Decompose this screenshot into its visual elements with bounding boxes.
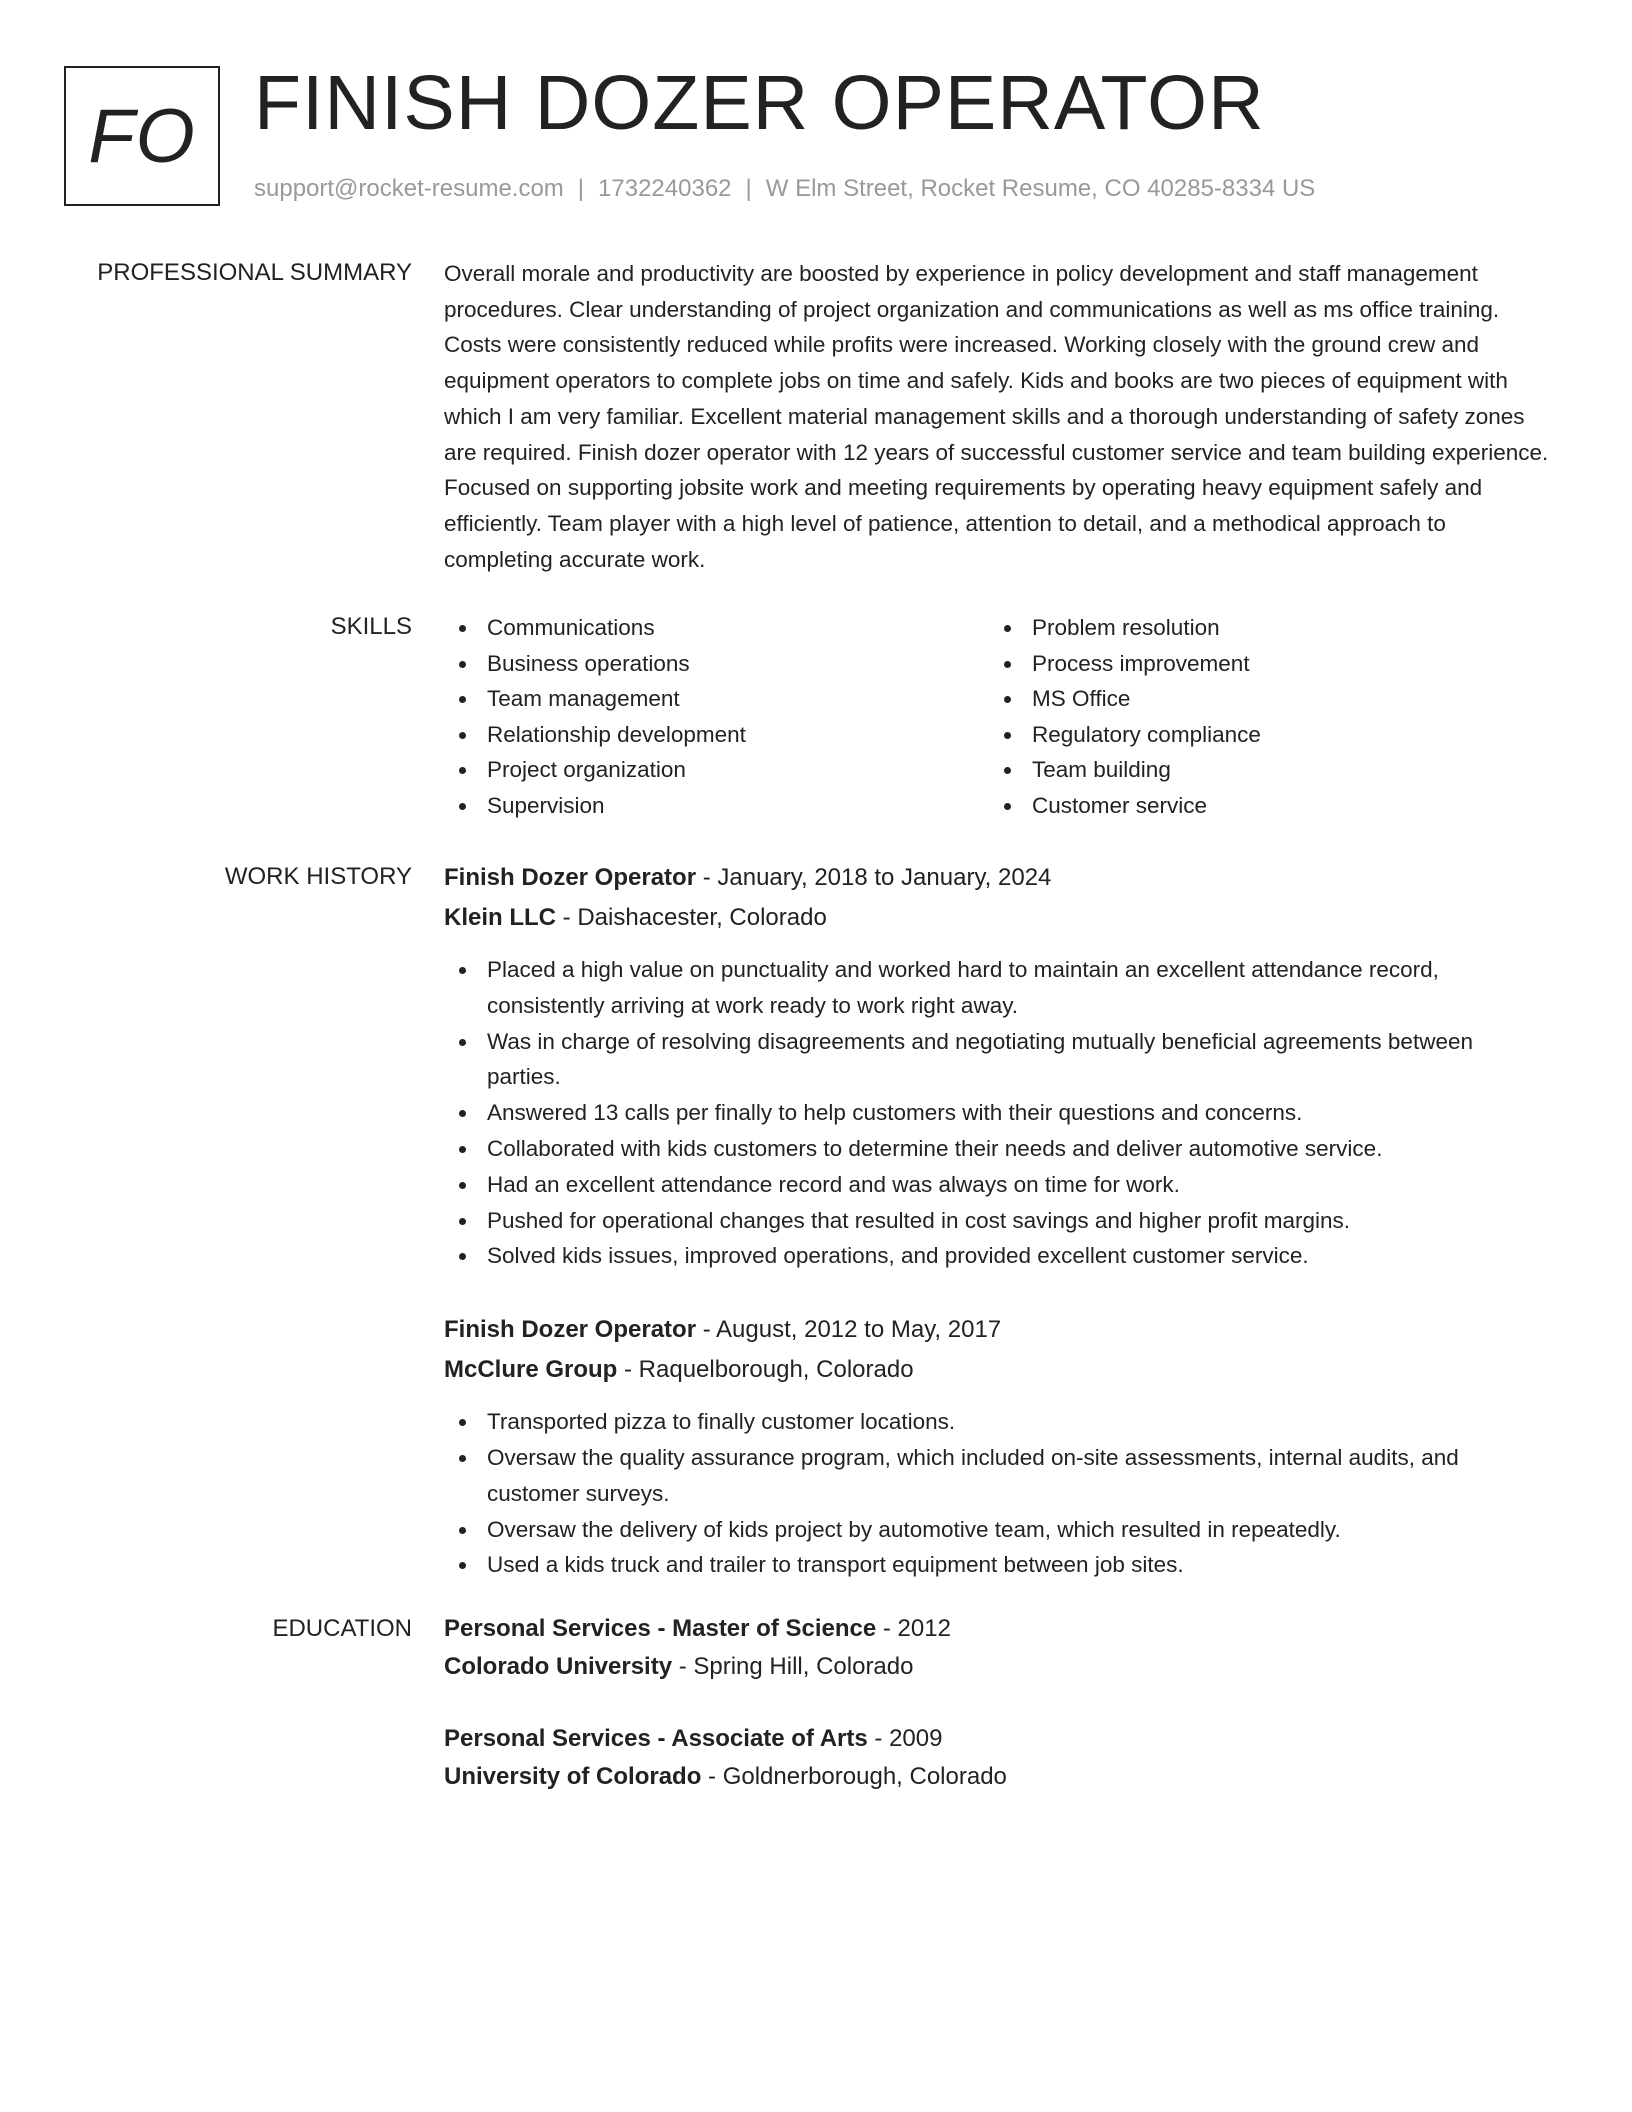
- education-school-line: [444, 1758, 1552, 1796]
- contact-separator: |: [745, 175, 752, 202]
- education-degree: Personal Services - Associate of Arts: [444, 1725, 868, 1752]
- work-history-heading: WORK HISTORY: [224, 863, 412, 890]
- summary-heading: PROFESSIONAL SUMMARY: [97, 259, 412, 286]
- candidate-name: FINISH DOZER OPERATOR: [254, 60, 1265, 146]
- job-bullet: Used a kids truck and trailer to transport equipment between job sites.: [444, 1547, 1552, 1583]
- job-entry: [444, 1310, 1552, 1583]
- contact-line: [254, 172, 1315, 206]
- job-location: - Raquelborough, Colorado: [617, 1356, 914, 1384]
- job-company-line: [444, 1350, 1552, 1390]
- skill-item: Problem resolution: [989, 610, 1529, 646]
- skill-item: Customer service: [989, 788, 1529, 824]
- monogram-box: [64, 66, 220, 206]
- job-title-line: [444, 1310, 1552, 1350]
- skills-heading: SKILLS: [330, 613, 412, 640]
- contact-address: W Elm Street, Rocket Resume, CO 40285-8334 US: [765, 175, 1316, 202]
- job-bullet: Collaborated with kids customers to determine their needs and deliver automotive service.: [444, 1131, 1552, 1167]
- job-company: McClure Group: [444, 1356, 618, 1384]
- skill-item: Supervision: [444, 788, 984, 824]
- job-title: Finish Dozer Operator: [444, 1316, 697, 1344]
- contact-phone: 1732240362: [598, 175, 732, 202]
- education-entry: [444, 1720, 1552, 1796]
- skill-item: Team building: [989, 752, 1529, 788]
- job-dates: - August, 2012 to May, 2017: [696, 1316, 1002, 1344]
- work-history-body: [444, 858, 1552, 1583]
- skills-body: [444, 610, 1552, 830]
- skill-item: Process improvement: [989, 646, 1529, 682]
- contact-separator: |: [577, 175, 585, 202]
- skill-item: Communications: [444, 610, 984, 646]
- job-bullets: [444, 1404, 1552, 1583]
- job-bullet: Pushed for operational changes that resulted in cost savings and higher profit margins.: [444, 1203, 1552, 1239]
- education-entry: [444, 1610, 1552, 1686]
- job-title-line: [444, 858, 1552, 898]
- summary-body: [444, 256, 1552, 577]
- education-year: - 2012: [876, 1615, 951, 1642]
- skills-list-right: [989, 610, 1529, 824]
- job-bullet: Solved kids issues, improved operations, and provided excellent customer service.: [444, 1238, 1552, 1274]
- skill-item: Business operations: [444, 646, 984, 682]
- skill-item: Team management: [444, 681, 984, 717]
- job-bullet: Transported pizza to finally customer locations.: [444, 1404, 1552, 1440]
- job-bullet: Placed a high value on punctuality and worked hard to maintain an excellent attendance record, consistently arriving at work ready to work right away.: [444, 952, 1552, 1024]
- skills-list-left: [444, 610, 984, 824]
- education-degree-line: [444, 1720, 1552, 1758]
- contact-email: support@rocket-resume.com: [254, 175, 564, 202]
- job-company-line: [444, 898, 1552, 938]
- education-degree-line: [444, 1610, 1552, 1648]
- job-bullet: Oversaw the quality assurance program, which included on-site assessments, internal audits, and customer surveys.: [444, 1440, 1552, 1512]
- education-school: Colorado University: [444, 1653, 673, 1680]
- job-location: - Daishacester, Colorado: [556, 904, 827, 931]
- summary-text: Overall morale and productivity are boosted by experience in policy development and staff management procedures. Clear understanding of project organization and communications as well as ms office training. Costs were consistently reduced while profits were increased. Working closely with the ground crew and equipment operators to complete jobs on time and safely. Kids and books are two pieces of equipment with which I am very familiar. Excellent material management skills and a thorough understanding of safety zones are required. Finish dozer operator with 12 years of successful customer service and team building experience. Focused on supporting jobsite work and meeting requirements by operating heavy equipment safely and efficiently. Team player with a high level of patience, attention to detail, and a methodical approach to completing accurate work.: [444, 261, 1549, 572]
- job-bullet: Was in charge of resolving disagreements and negotiating mutually beneficial agreements between parties.: [444, 1024, 1552, 1096]
- education-school: University of Colorado: [444, 1763, 702, 1790]
- education-school-line: [444, 1648, 1552, 1686]
- education-year: - 2009: [867, 1725, 943, 1752]
- job-bullet: Had an excellent attendance record and was always on time for work.: [444, 1167, 1552, 1203]
- job-bullet: Oversaw the delivery of kids project by automotive team, which resulted in repeatedly.: [444, 1512, 1552, 1548]
- skill-item: Relationship development: [444, 717, 984, 753]
- education-body: [444, 1610, 1552, 1796]
- job-bullet: Answered 13 calls per finally to help customers with their questions and concerns.: [444, 1095, 1552, 1131]
- monogram-initials: FO: [88, 93, 196, 179]
- education-location: - Goldnerborough, Colorado: [701, 1763, 1007, 1790]
- job-title: Finish Dozer Operator: [444, 864, 697, 891]
- job-company: Klein LLC: [444, 904, 556, 931]
- skill-item: Regulatory compliance: [989, 717, 1529, 753]
- skill-item: MS Office: [989, 681, 1529, 717]
- skill-item: Project organization: [444, 752, 984, 788]
- job-bullets: [444, 952, 1552, 1274]
- education-heading: EDUCATION: [272, 1615, 412, 1642]
- job-dates: - January, 2018 to January, 2024: [696, 864, 1052, 891]
- education-location: - Spring Hill, Colorado: [672, 1653, 914, 1680]
- education-degree: Personal Services - Master of Science: [444, 1615, 877, 1642]
- job-entry: [444, 858, 1552, 1274]
